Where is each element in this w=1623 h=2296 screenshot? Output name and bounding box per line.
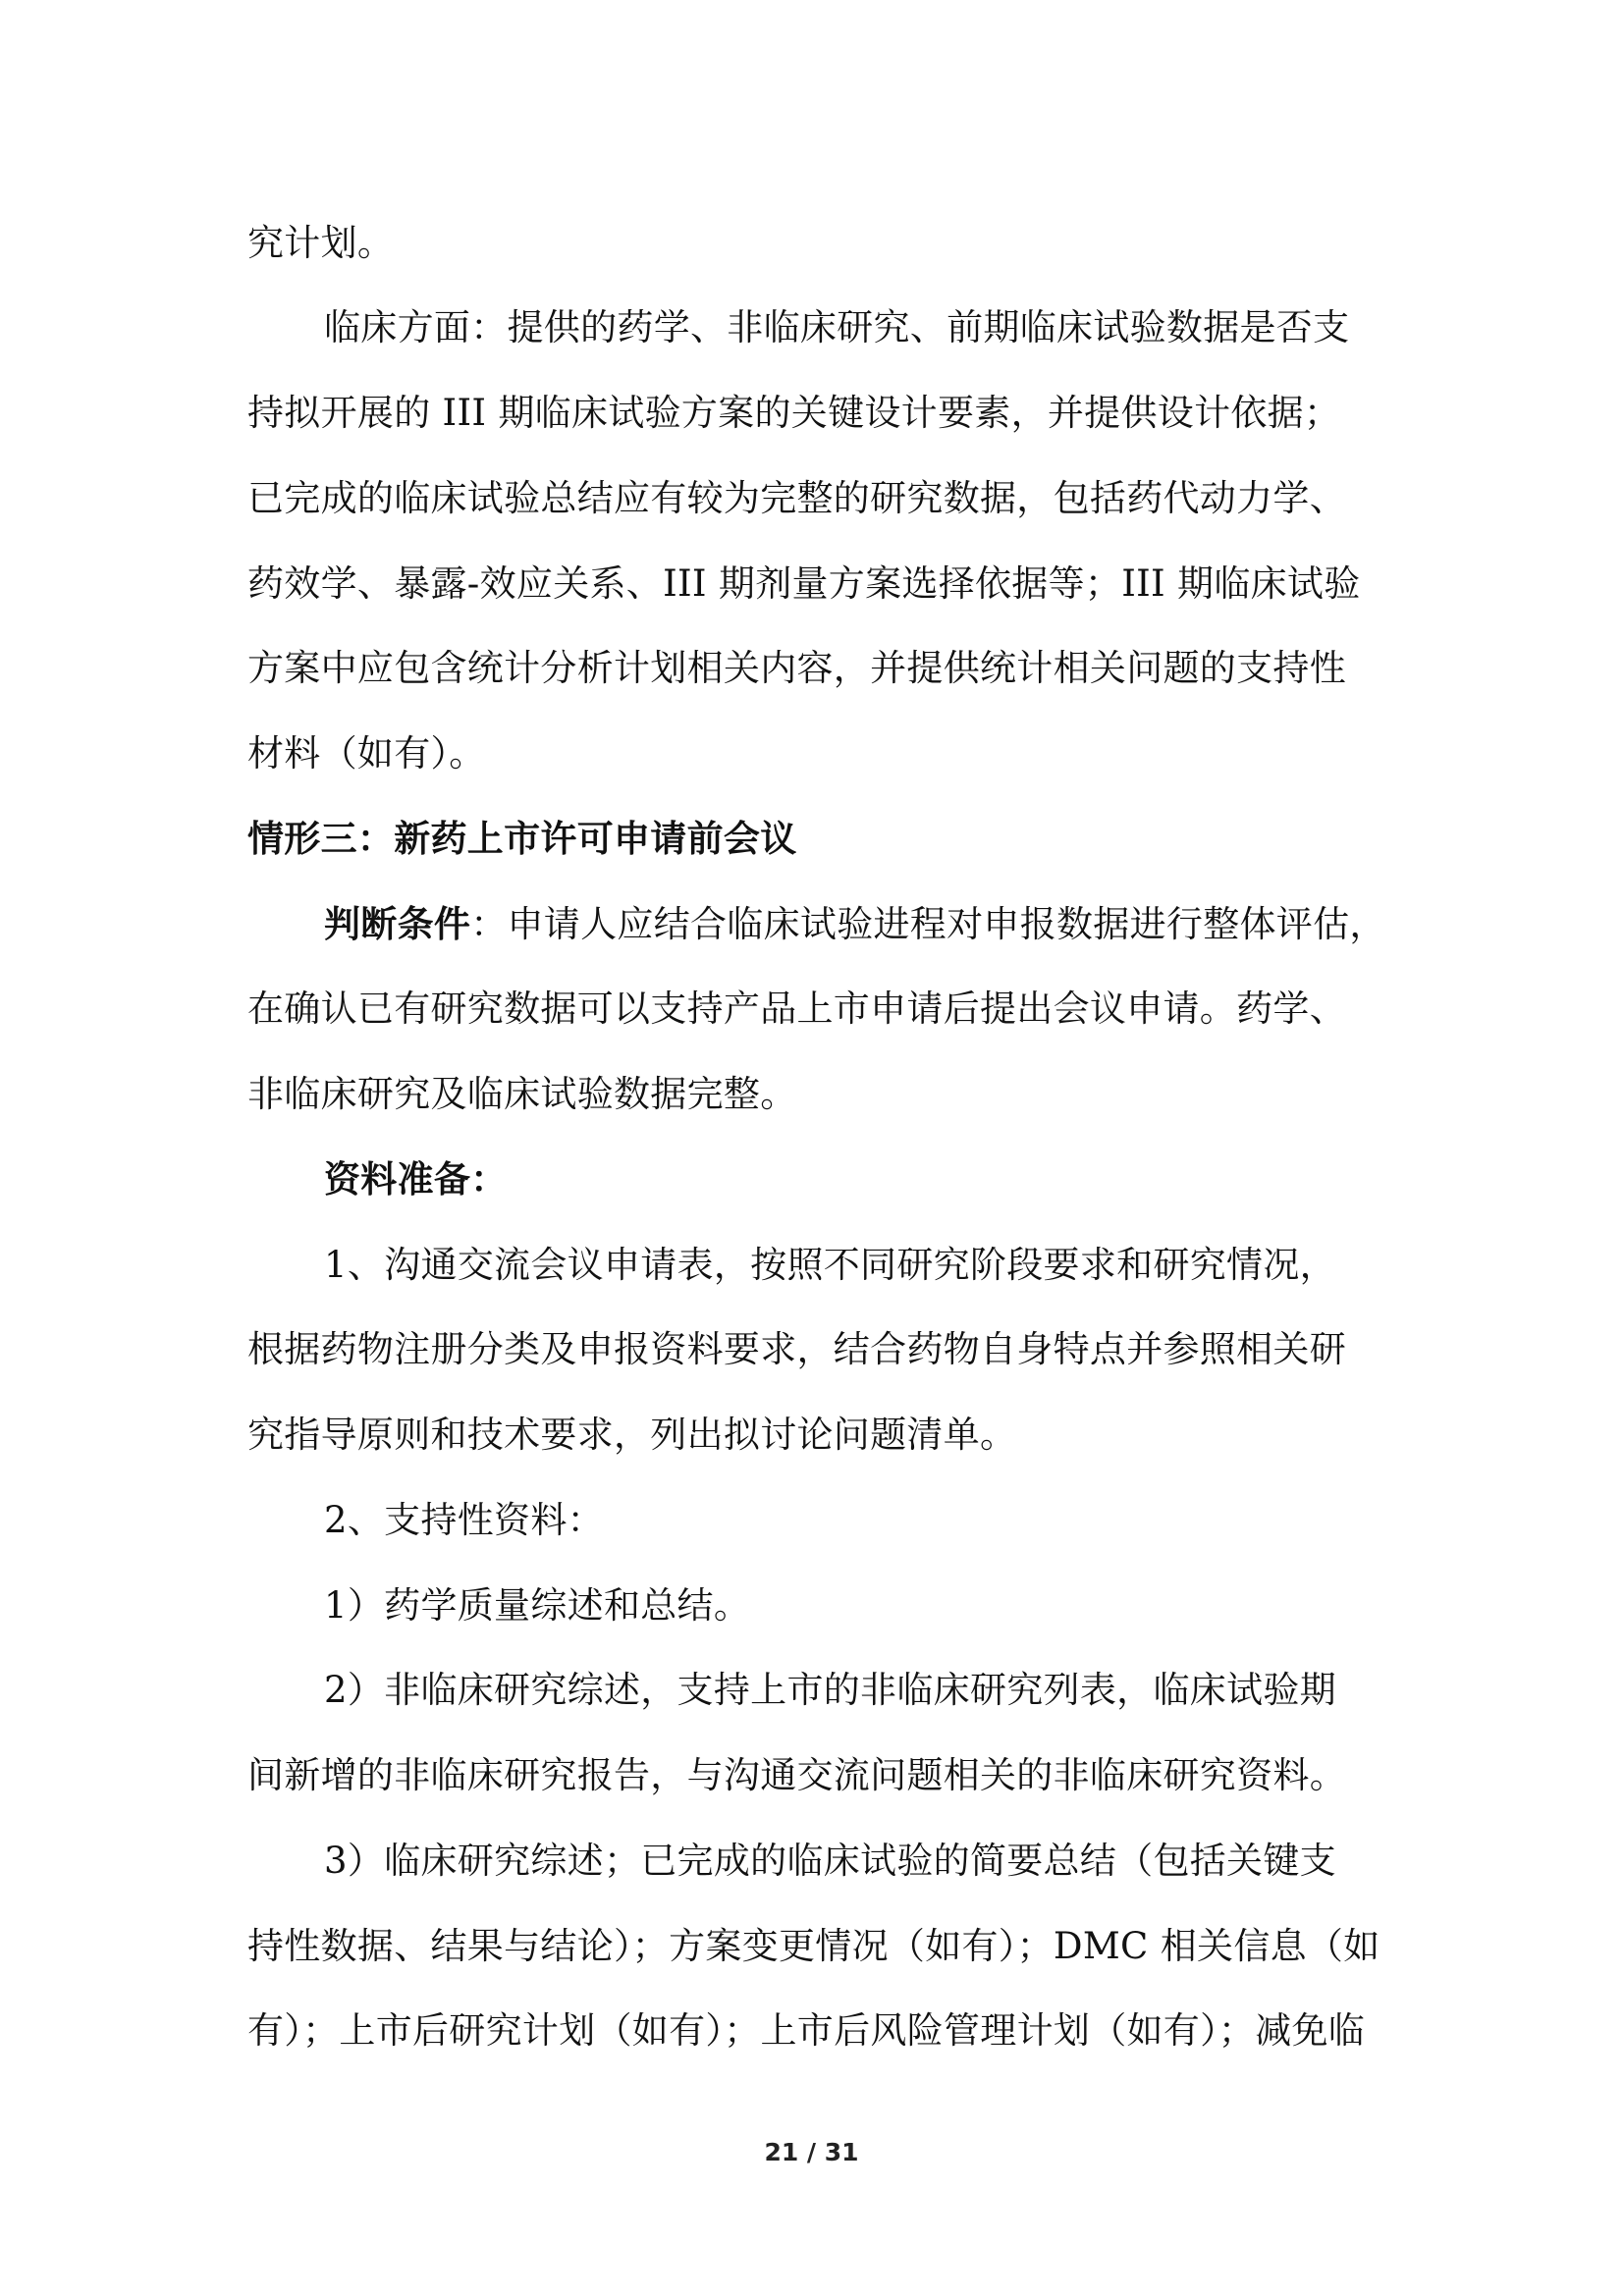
subheading [324, 1154, 508, 1205]
text-line [247, 643, 1346, 694]
text-line [247, 473, 1346, 524]
text-line [247, 1410, 1016, 1461]
label-judgement-conditions: 判断条件 [324, 903, 471, 945]
text-segment: 临床方面：提供的药学、非临床研究、前期临床试验数据是否支 [324, 306, 1350, 348]
text-line [247, 728, 486, 779]
text-segment: 非临床研究及临床试验数据完整。 [247, 1073, 797, 1115]
text-line [247, 2005, 1365, 2056]
text-segment: 2）非临床研究综述，支持上市的非临床研究列表，临床试验期 [324, 1669, 1336, 1711]
label-materials-preparation: 资料准备： [324, 1158, 508, 1201]
text-segment: 材料（如有）。 [247, 732, 486, 774]
text-segment: 方案中应包含统计分析计划相关内容，并提供统计相关问题的支持性 [247, 647, 1346, 689]
text-segment: 有）；上市后研究计划（如有）；上市后风险管理计划（如有）；减免临 [247, 2009, 1366, 2052]
text-segment: 持性数据、结果与结论）；方案变更情况（如有）；DMC 相关信息（如 [247, 1925, 1380, 1967]
text-line [324, 899, 1386, 950]
text-segment: 已完成的临床试验总结应有较为完整的研究数据，包括药代动力学、 [247, 477, 1346, 519]
text-line [324, 1240, 1336, 1291]
text-line [324, 1495, 604, 1546]
page-number: 21 / 31 [764, 2138, 859, 2166]
text-segment: ：申请人应结合临床试验进程对申报数据进行整体评估， [470, 903, 1386, 945]
text-segment: 药效学、暴露-效应关系、III 期剂量方案选择依据等；III 期临床试验 [247, 562, 1361, 605]
text-line [247, 218, 394, 269]
text-line [324, 1665, 1336, 1716]
text-segment: 1）药学质量综述和总结。 [324, 1584, 751, 1627]
text-segment: 3）临床研究综述；已完成的临床试验的简要总结（包括关键支 [324, 1840, 1336, 1882]
section-heading [247, 814, 797, 865]
text-segment: 根据药物注册分类及申报资料要求，结合药物自身特点并参照相关研 [247, 1328, 1346, 1370]
text-segment: 在确认已有研究数据可以支持产品上市申请后提出会议申请。药学、 [247, 988, 1346, 1030]
text-line [324, 1580, 750, 1631]
text-line [247, 559, 1361, 610]
text-segment: 1、沟通交流会议申请表，按照不同研究阶段要求和研究情况， [324, 1244, 1336, 1286]
text-segment: 持拟开展的 III 期临床试验方案的关键设计要素，并提供设计依据； [247, 392, 1341, 434]
text-line [324, 1836, 1336, 1887]
text-line [247, 1921, 1380, 1972]
text-line [247, 1069, 797, 1120]
text-line [247, 1324, 1346, 1375]
text-segment: 2、支持性资料： [324, 1499, 604, 1541]
text-segment: 究指导原则和技术要求，列出拟讨论问题清单。 [247, 1414, 1017, 1456]
text-line [247, 1750, 1346, 1801]
text-line [247, 984, 1346, 1035]
text-segment: 究计划。 [247, 222, 395, 264]
text-segment: 间新增的非临床研究报告，与沟通交流问题相关的非临床研究资料。 [247, 1754, 1346, 1796]
text-line [324, 302, 1349, 353]
section-heading-text: 情形三：新药上市许可申请前会议 [247, 818, 797, 860]
text-line [247, 388, 1340, 439]
